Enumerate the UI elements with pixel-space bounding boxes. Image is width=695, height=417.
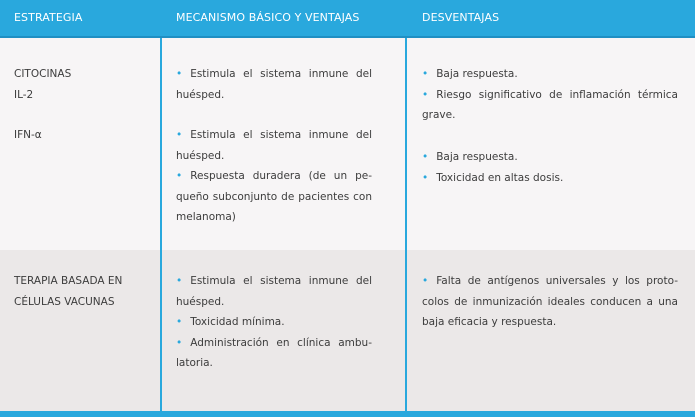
list-item: • Administración en clínica ambu- latoria. <box>176 336 372 369</box>
bullet-icon: • <box>422 275 429 287</box>
list-item: • Baja respuesta. <box>422 151 518 163</box>
list-item: • Respuesta duradera (de un pe- queño subconjunto de pacientes con melanoma) <box>176 170 372 223</box>
list-item: • Toxicidad en altas dosis. <box>422 171 564 184</box>
list-item: • Riesgo significativo de inflamación térmica grave. <box>422 88 678 121</box>
header-desventajas: DESVENTAJAS <box>422 11 500 24</box>
advantages-cell-ifn <box>176 125 372 228</box>
advantages-cell-il2 <box>176 64 372 105</box>
bullet-icon: • <box>176 336 183 349</box>
strategy-name: CITOCINAS <box>14 68 72 80</box>
header-estrategia: ESTRATEGIA <box>14 11 83 24</box>
bullet-icon: • <box>422 88 429 101</box>
list-item: • Toxicidad mínima. <box>176 316 285 328</box>
list-item: • Falta de antígenos universales y los proto- colos de inmunización ideales conducen a una baja eficacia y respuesta. <box>422 275 678 328</box>
table-header <box>0 0 695 38</box>
list-item: • Estimula el sistema inmune del huésped. <box>176 68 372 101</box>
strategy-sub-il2: IL-2 <box>14 88 34 101</box>
list-item: • Baja respuesta. <box>422 68 518 80</box>
list-item: • Estimula el sistema inmune del huésped. <box>176 129 372 162</box>
bullet-icon: • <box>176 316 183 328</box>
bullet-icon: • <box>176 275 183 287</box>
column-divider <box>160 38 162 412</box>
bullet-icon: • <box>422 68 429 80</box>
strategy-cell-citocinas <box>14 64 149 146</box>
header-mecanismo: MECANISMO BÁSICO Y VENTAJAS <box>176 11 360 24</box>
list-item: • Estimula el sistema inmune del huésped. <box>176 275 372 308</box>
strategy-name: TERAPIA BASADA EN <box>14 275 123 287</box>
advantages-cell-terapia <box>176 271 372 374</box>
strategy-sub-ifn: IFN-α <box>14 129 42 141</box>
bullet-icon: • <box>176 129 183 141</box>
disadvantages-cell-terapia <box>422 271 678 333</box>
bullet-icon: • <box>422 151 429 163</box>
column-divider <box>405 38 407 412</box>
disadvantages-cell-il2 <box>422 64 678 126</box>
bullet-icon: • <box>422 171 429 184</box>
strategy-cell-terapia <box>14 271 149 312</box>
strategy-name: CÉLULAS VACUNAS <box>14 295 115 308</box>
disadvantages-cell-ifn <box>422 147 678 188</box>
table-bottom-border <box>0 411 695 417</box>
bullet-icon: • <box>176 170 183 182</box>
bullet-icon: • <box>176 68 183 80</box>
